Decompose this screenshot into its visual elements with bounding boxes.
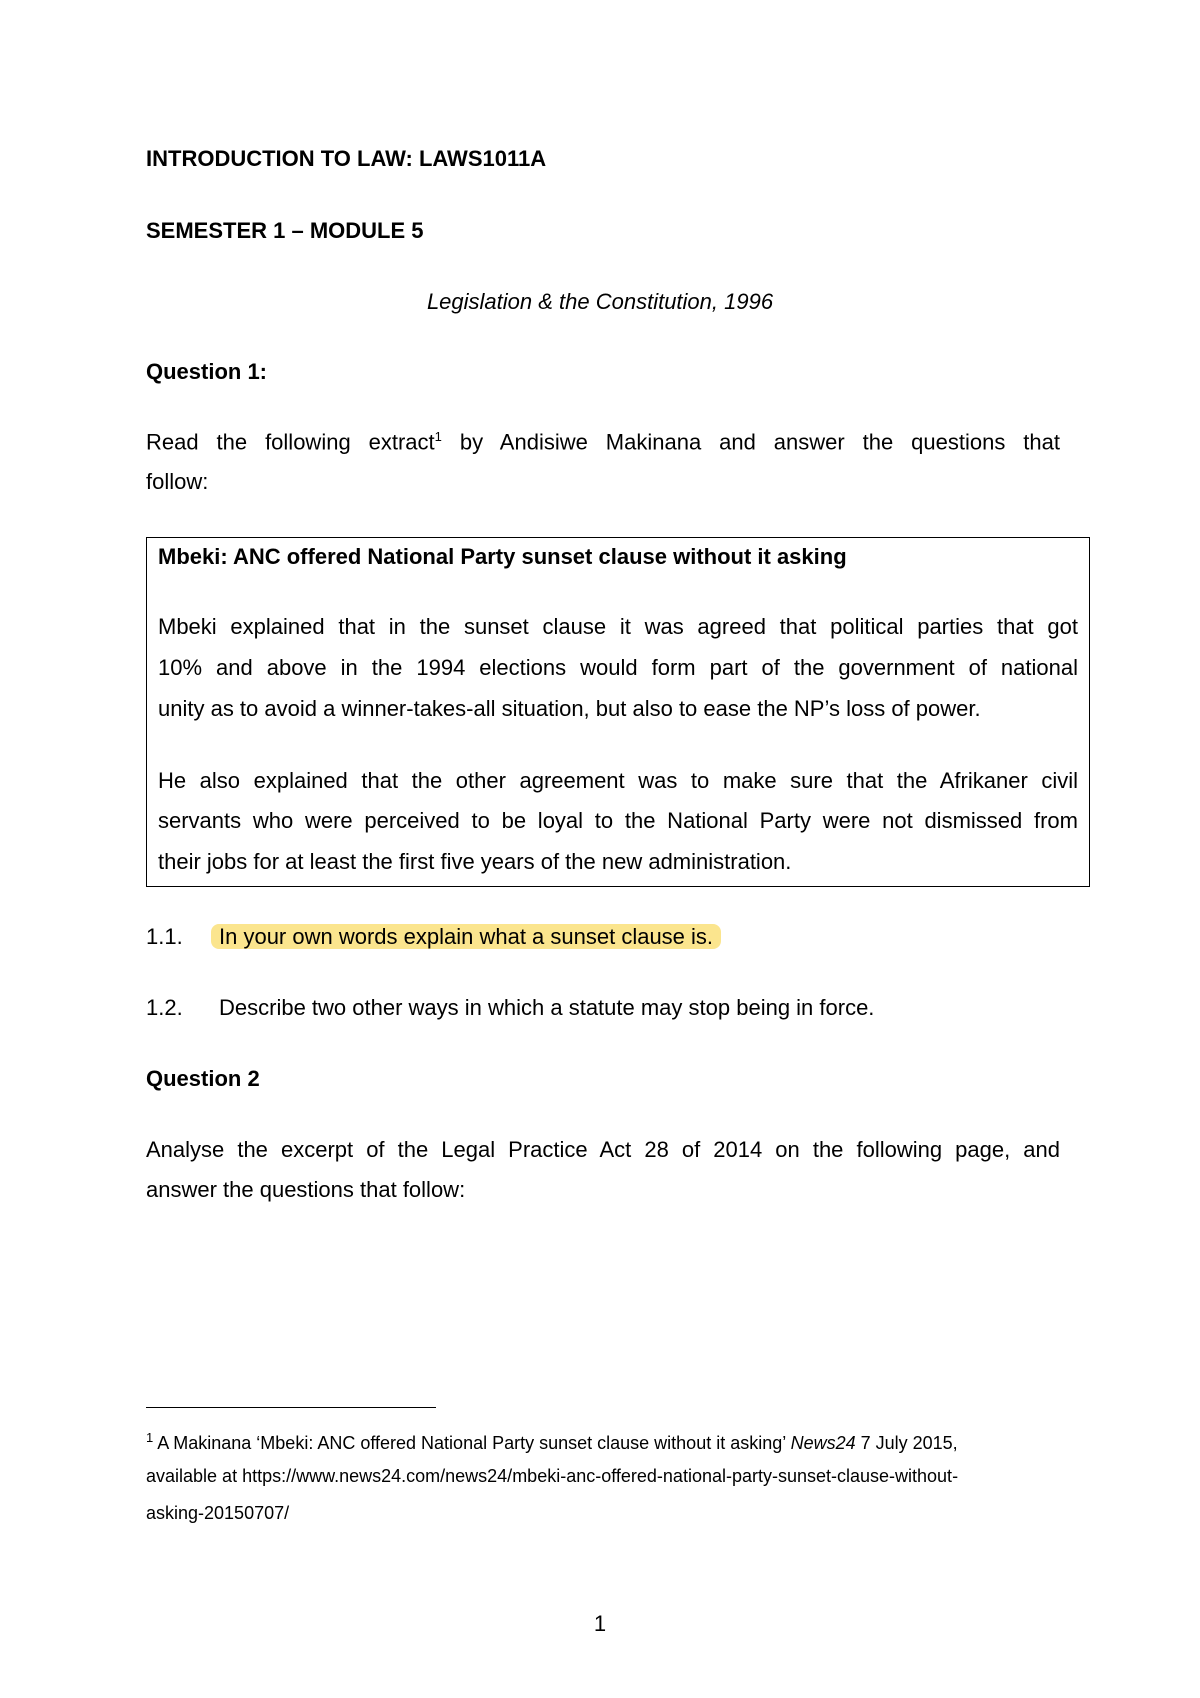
footnote-source: News24 <box>790 1433 856 1453</box>
footnote-line-1 <box>146 1430 958 1454</box>
extract-paragraph-1-line-2: 10% and above in the 1994 elections would form part of the government of national <box>158 655 1078 680</box>
question-2-heading: Question 2 <box>146 1066 260 1091</box>
footnote-marker: 1 <box>146 1430 154 1445</box>
footnote-separator <box>146 1407 436 1408</box>
question-1-intro-line-1 <box>146 429 1060 455</box>
footnote-line-3[interactable]: asking-20150707/ <box>146 1503 290 1523</box>
extract-paragraph-1-line-3: unity as to avoid a winner-takes-all situation, but also to ease the NP’s loss of power. <box>158 696 981 721</box>
extract-paragraph-2-line-1: He also explained that the other agreement was to make sure that the Afrikaner civil <box>158 768 1078 793</box>
item-1-2-number: 1.2. <box>146 995 183 1020</box>
question-2-line-1: Analyse the excerpt of the Legal Practice Act 28 of 2014 on the following page, and <box>146 1137 1060 1162</box>
footnote-reference[interactable]: 1 <box>434 429 442 444</box>
question-2-line-2: answer the questions that follow: <box>146 1177 466 1202</box>
page-number: 1 <box>593 1611 607 1636</box>
extract-paragraph-2-line-3: their jobs for at least the first five years of the new administration. <box>158 849 792 874</box>
question-1-intro-after: by Andisiwe Makinana and answer the questions that <box>441 429 1061 455</box>
course-title: INTRODUCTION TO LAW: LAWS1011A <box>146 146 547 171</box>
footnote-text-before: A Makinana ‘Mbeki: ANC offered National Party sunset clause without it asking’ <box>153 1433 791 1453</box>
extract-paragraph-2-line-2: servants who were perceived to be loyal to the National Party were not dismissed from <box>158 808 1078 833</box>
extract-title: Mbeki: ANC offered National Party sunset clause without it asking <box>158 544 847 569</box>
highlighted-text: In your own words explain what a sunset clause is. <box>211 924 721 949</box>
item-1-2-text: Describe two other ways in which a statute may stop being in force. <box>219 995 875 1020</box>
question-1-heading: Question 1: <box>146 359 268 384</box>
item-1-1-text <box>219 924 721 950</box>
extract-paragraph-1-line-1: Mbeki explained that in the sunset clause it was agreed that political parties that got <box>158 614 1078 639</box>
topic-subtitle: Legislation & the Constitution, 1996 <box>426 289 774 314</box>
footnote-line-2[interactable]: available at https://www.news24.com/news24/mbeki-anc-offered-national-party-sunset-clause-without- <box>146 1466 959 1486</box>
footnote-text-after: 7 July 2015, <box>855 1433 958 1453</box>
question-1-intro-before: Read the following extract <box>146 429 435 455</box>
item-1-1-number: 1.1. <box>146 924 183 949</box>
question-1-intro-line-2: follow: <box>146 469 209 494</box>
module-title: SEMESTER 1 – MODULE 5 <box>146 218 424 243</box>
